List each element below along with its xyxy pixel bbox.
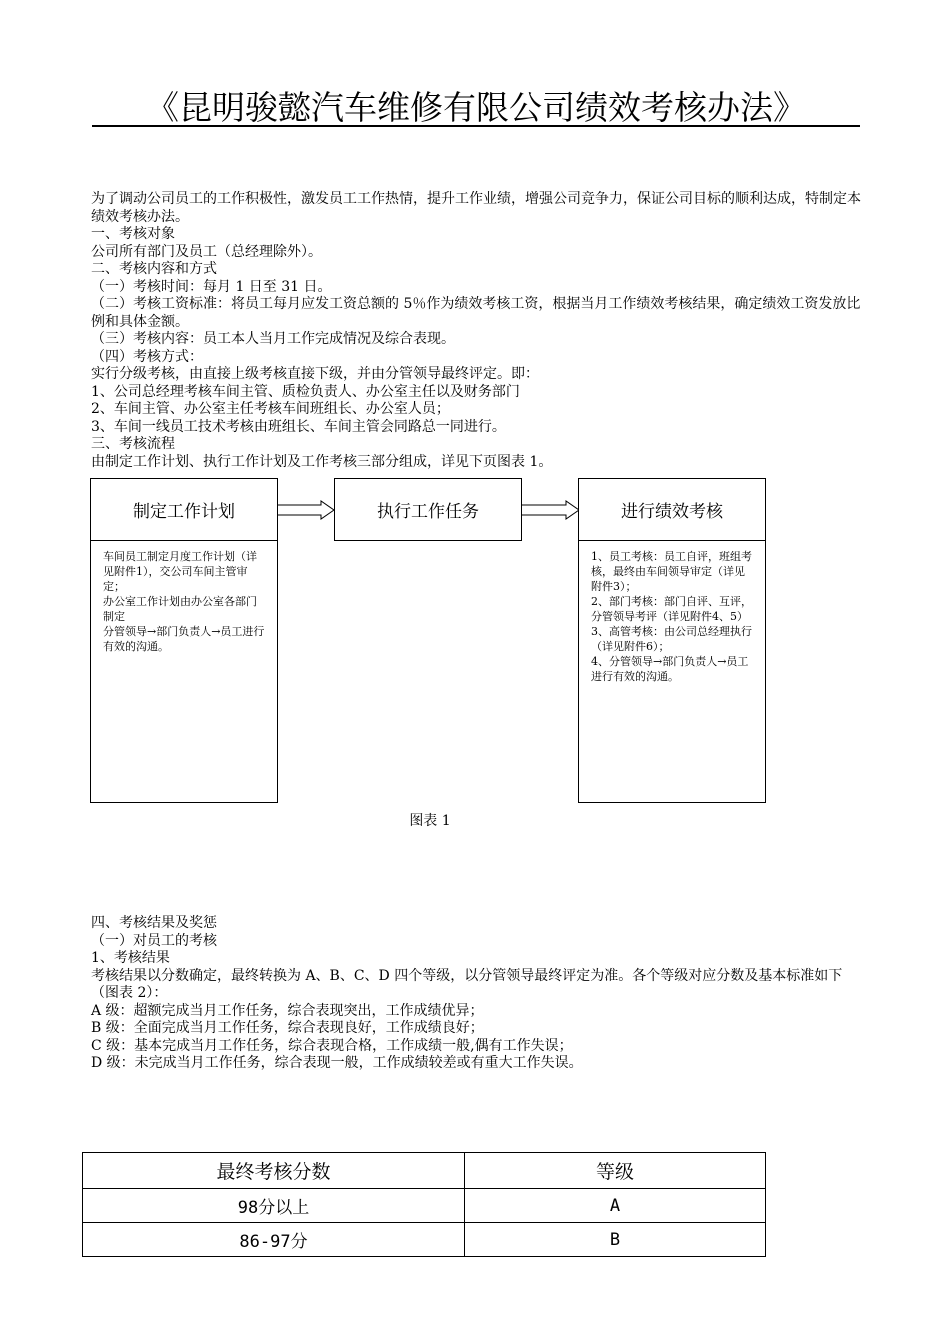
note-line: 办公室工作计划由办公室各部门制定 — [103, 595, 257, 623]
table-header-row — [83, 1153, 766, 1189]
column-header-score: 最终考核分数 — [83, 1153, 465, 1189]
intro-paragraph: （二）考核工资标准：将员工每月应发工资总额的 5％作为绩效考核工资，根据当月工作绩效考核结果，确定绩效工资发放比例和具体金额。 — [91, 296, 861, 330]
grade-cell: A — [465, 1189, 766, 1223]
arrow-right-icon — [277, 500, 335, 520]
figure-caption: 图表 1 — [409, 813, 451, 829]
intro-paragraph: 2、车间主管、办公室主任考核车间班组长、办公室人员； — [91, 401, 450, 417]
score-cell: 86-97分 — [83, 1223, 465, 1257]
plan-box — [90, 478, 278, 803]
grade-description: A 级：超额完成当月工作任务，综合表现突出，工作成绩优异； — [91, 1002, 484, 1019]
evaluate-box — [578, 478, 766, 803]
note-line: 4、分管领导→部门负责人→员工进行有效的沟通。 — [591, 655, 749, 683]
title-underline — [92, 125, 860, 127]
grade-description: D 级：未完成当月工作任务，综合表现一般，工作成绩较差或有重大工作失误。 — [91, 1055, 583, 1071]
column-header-grade: 等级 — [465, 1153, 766, 1189]
note-line: 车间员工制定月度工作计划（详见附件1），交公司车间主管审定； — [103, 550, 257, 593]
grade-description: C 级：基本完成当月工作任务，综合表现合格，工作成绩一般,偶有工作失误； — [91, 1037, 573, 1054]
evaluate-box-notes — [579, 541, 765, 684]
results-paragraph: 考核结果以分数确定，最终转换为 A、B、C、D 四个等级，以分管领导最终评定为准。各个等级对应分数及基本标准如下（图表 2）： — [91, 967, 843, 1001]
section-heading-1: 一、考核对象 — [91, 226, 175, 242]
subsection-heading: （一）对员工的考核 — [91, 932, 217, 949]
note-line: 分管领导→部门负责人→员工进行有效的沟通。 — [103, 625, 265, 653]
intro-paragraph: 公司所有部门及员工（总经理除外）。 — [91, 243, 322, 260]
intro-paragraph: 实行分级考核，由直接上级考核直接下级，并由分管领导最终评定。即： — [91, 366, 539, 382]
table-row — [83, 1223, 766, 1257]
section-heading-4: 四、考核结果及奖惩 — [91, 915, 217, 931]
arrow-right-icon — [521, 500, 580, 520]
section-heading-3: 三、考核流程 — [91, 436, 175, 452]
intro-section — [91, 191, 861, 471]
execute-box-heading: 执行工作任务 — [377, 502, 479, 522]
grade-cell: B — [465, 1223, 766, 1257]
subsection-heading: 1、考核结果 — [91, 950, 170, 966]
table-row — [83, 1189, 766, 1223]
intro-paragraph: 1、公司总经理考核车间主管、质检负责人、办公室主任以及财务部门 — [91, 383, 520, 400]
intro-paragraph: 为了调动公司员工的工作积极性，激发员工工作热情，提升工作业绩，增强公司竞争力，保证公司目标的顺利达成，特制定本绩效考核办法。 — [91, 191, 861, 225]
note-line: 1、员工考核：员工自评，班组考核，最终由车间领导审定（详见附件3）； — [591, 550, 752, 593]
evaluate-box-heading: 进行绩效考核 — [579, 479, 765, 541]
intro-paragraph: （四）考核方式： — [91, 348, 203, 365]
score-cell: 98分以上 — [83, 1189, 465, 1223]
intro-paragraph: 3、车间一线员工技术考核由班组长、车间主管会同路总一同进行。 — [91, 418, 506, 435]
execute-box — [334, 478, 522, 541]
results-section — [91, 915, 861, 1073]
intro-paragraph: （一）考核时间：每月 1 日至 31 日。 — [91, 278, 332, 295]
intro-paragraph: 由制定工作计划、执行工作计划及工作考核三部分组成，详见下页图表 1。 — [91, 453, 553, 470]
plan-box-notes — [91, 541, 277, 654]
note-line: 3、高管考核：由公司总经理执行（详见附件6）； — [591, 625, 752, 653]
intro-paragraph: （三）考核内容：员工本人当月工作完成情况及综合表现。 — [91, 331, 455, 347]
grade-description: B 级：全面完成当月工作任务，综合表现良好，工作成绩良好； — [91, 1020, 484, 1036]
section-heading-2: 二、考核内容和方式 — [91, 261, 217, 277]
grade-table — [82, 1152, 766, 1257]
plan-box-heading: 制定工作计划 — [91, 479, 277, 541]
note-line: 2、部门考核：部门自评、互评，分管领导考评（详见附件4、5） — [591, 595, 752, 623]
document-title: 《昆明骏懿汽车维修有限公司绩效考核办法》 — [146, 88, 806, 127]
